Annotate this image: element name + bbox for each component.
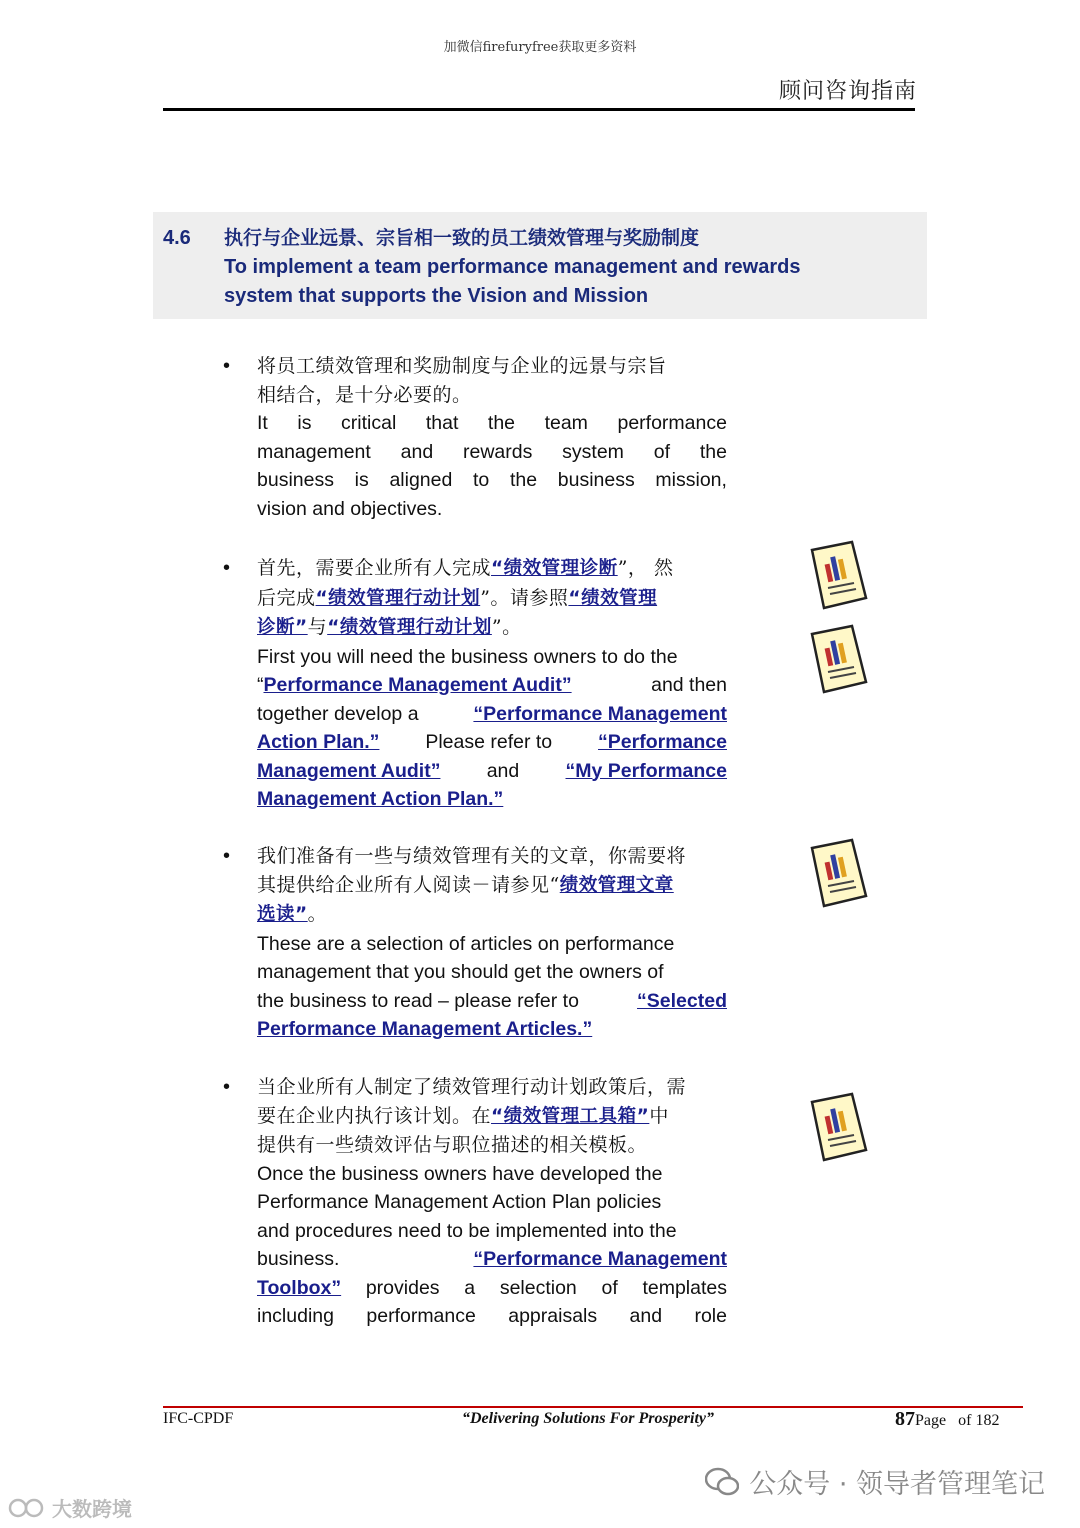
bullet-1-zh-line: 相结合，是十分必要的。: [257, 383, 472, 406]
link-articles-zh[interactable]: 绩效管理文章: [559, 874, 674, 896]
page-label: Page: [915, 1412, 947, 1429]
link-performance-management-audit-2[interactable]: “Performance: [598, 731, 727, 753]
section-title-en-2: system that supports the Vision and Mission: [224, 285, 649, 307]
bullet-2-zh-line: 后完成“绩效管理行动计划”。请参照“绩效管理: [257, 586, 658, 609]
bullet-1-en-line: business is aligned to the business mission,: [257, 469, 727, 491]
bullet-4-zh-line: 当企业所有人制定了绩效管理行动计划政策后，需: [257, 1076, 687, 1098]
link-toolbox-zh[interactable]: “绩效管理工具箱”: [491, 1105, 650, 1127]
bullet-4-en-line: Once the business owners have developed the: [257, 1162, 663, 1185]
bullet-2-en-line: together develop a “Performance Management: [257, 700, 727, 729]
link-selected-articles-cont[interactable]: Performance Management Articles.”: [257, 1018, 593, 1040]
bullet-2-en-line: “Performance Management Audit” and then: [257, 674, 727, 696]
document-chart-icon[interactable]: [808, 624, 870, 694]
link-performance-toolbox[interactable]: “Performance Management: [473, 1248, 727, 1270]
bullet-3-zh-line: 我们准备有一些与绩效管理有关的文章，你需要将: [257, 845, 687, 867]
bullet-1-en-line: It is critical that the team performance: [257, 412, 727, 434]
brand-label: 大数跨境: [52, 1497, 132, 1521]
link-performance-audit-zh-2[interactable]: “绩效管理: [568, 587, 658, 609]
bullet-marker: •: [223, 1076, 231, 1098]
document-chart-icon[interactable]: [808, 540, 870, 610]
footer-org: IFC-CPDF: [163, 1410, 234, 1427]
header-rule: [163, 108, 915, 111]
link-selected-articles[interactable]: “Selected: [637, 989, 727, 1012]
footer-slogan: “Delivering Solutions For Prosperity”: [462, 1410, 715, 1427]
bullet-4-text: [257, 1073, 727, 1331]
bullet-2-zh-line: 诊断”与“绩效管理行动计划”。: [257, 616, 522, 638]
bullet-3-zh-line: 其提供给企业所有人阅读－请参见“绩效管理文章: [257, 873, 674, 896]
section-number: 4.6: [163, 227, 191, 249]
link-articles-zh-cont[interactable]: 选读”: [257, 904, 308, 925]
link-performance-management-audit[interactable]: Performance Management Audit”: [263, 674, 572, 696]
link-my-performance-action-plan-cont[interactable]: Management Action Plan.”: [257, 788, 504, 810]
bullet-1-zh-line: 将员工绩效管理和奖励制度与企业的远景与宗旨: [257, 355, 667, 377]
bullet-2-en-line: [257, 785, 727, 814]
bullet-2-en-line: First you will need the business owners to do the: [257, 645, 678, 668]
bullet-4-en-line: business. “Performance Management: [257, 1245, 727, 1274]
bullet-1-en-line: management and rewards system of the: [257, 440, 727, 463]
top-watermark: 加微信firefuryfree获取更多资料: [443, 40, 637, 55]
link-action-plan-zh-2[interactable]: “绩效管理行动计划: [327, 617, 492, 638]
brand-logo-icon: [8, 1497, 48, 1519]
link-performance-management-action-plan[interactable]: “Performance Management: [473, 702, 727, 725]
link-performance-management-audit-2-cont[interactable]: Management Audit”: [257, 759, 441, 782]
bullet-3-en-line: the business to read – please refer to “Selected: [257, 987, 727, 1016]
bullet-4-zh-line: 要在企业内执行该计划。在“绩效管理工具箱”中: [257, 1104, 669, 1127]
bullet-3-en-line: These are a selection of articles on performance: [257, 932, 675, 955]
bullet-4-en-line: and procedures need to be implemented into the: [257, 1219, 677, 1242]
bullet-3-zh-line: 选读”。: [257, 903, 328, 925]
brand-watermark: [8, 1493, 132, 1522]
link-performance-audit-zh-2-cont[interactable]: 诊断”: [257, 617, 308, 638]
link-performance-toolbox-cont[interactable]: Toolbox”: [257, 1276, 342, 1299]
wechat-watermark: [705, 1462, 1045, 1501]
link-action-plan-zh[interactable]: “绩效管理行动计划: [315, 587, 481, 609]
bullet-4-en-line: including performance appraisals and role: [257, 1305, 727, 1327]
page-number: [895, 1408, 999, 1431]
bullet-4-en-line: Performance Management Action Plan policies: [257, 1191, 662, 1213]
bullet-2-zh-line: 首先，需要企业所有人完成“绩效管理诊断”， 然: [257, 557, 674, 579]
bullet-3-en-line: management that you should get the owners of: [257, 961, 664, 983]
bullet-marker: •: [223, 845, 231, 867]
bullet-2-en-line: Management Audit” and “My Performance: [257, 757, 727, 786]
section-title-en-1: To implement a team performance management and rewards: [224, 256, 801, 278]
page-total: of 182: [958, 1412, 1000, 1429]
bullet-2-en-line: Action Plan.” Please refer to “Performance: [257, 728, 727, 757]
link-performance-management-action-plan-cont[interactable]: Action Plan.”: [257, 731, 380, 753]
link-performance-audit-zh[interactable]: “绩效管理诊断: [491, 558, 618, 579]
bullet-4-en-line: Toolbox” provides a selection of templates: [257, 1274, 727, 1303]
bullet-3-text: [257, 842, 727, 1044]
bullet-3-en-line: [257, 1015, 727, 1044]
bullet-marker: •: [223, 355, 231, 377]
document-chart-icon[interactable]: [808, 1092, 870, 1162]
bullet-1-text: [257, 352, 727, 523]
bullet-4-zh-line: 提供有一些绩效评估与职位描述的相关模板。: [257, 1134, 648, 1156]
wechat-icon: [705, 1467, 739, 1497]
section-title-zh: 执行与企业远景、宗旨相一致的员工绩效管理与奖励制度: [224, 227, 700, 249]
link-my-performance-action-plan[interactable]: “My Performance: [565, 759, 727, 782]
header-title: 顾问咨询指南: [778, 79, 917, 104]
wechat-label: 公众号 · 领导者管理笔记: [749, 1469, 1045, 1500]
footer-rule: [163, 1406, 1023, 1408]
page-current: 87: [895, 1408, 915, 1430]
bullet-1-en-line: vision and objectives.: [257, 497, 443, 520]
section-title: [224, 224, 914, 311]
bullet-2-text: [257, 554, 727, 814]
document-chart-icon[interactable]: [808, 838, 870, 908]
bullet-marker: •: [223, 557, 231, 579]
